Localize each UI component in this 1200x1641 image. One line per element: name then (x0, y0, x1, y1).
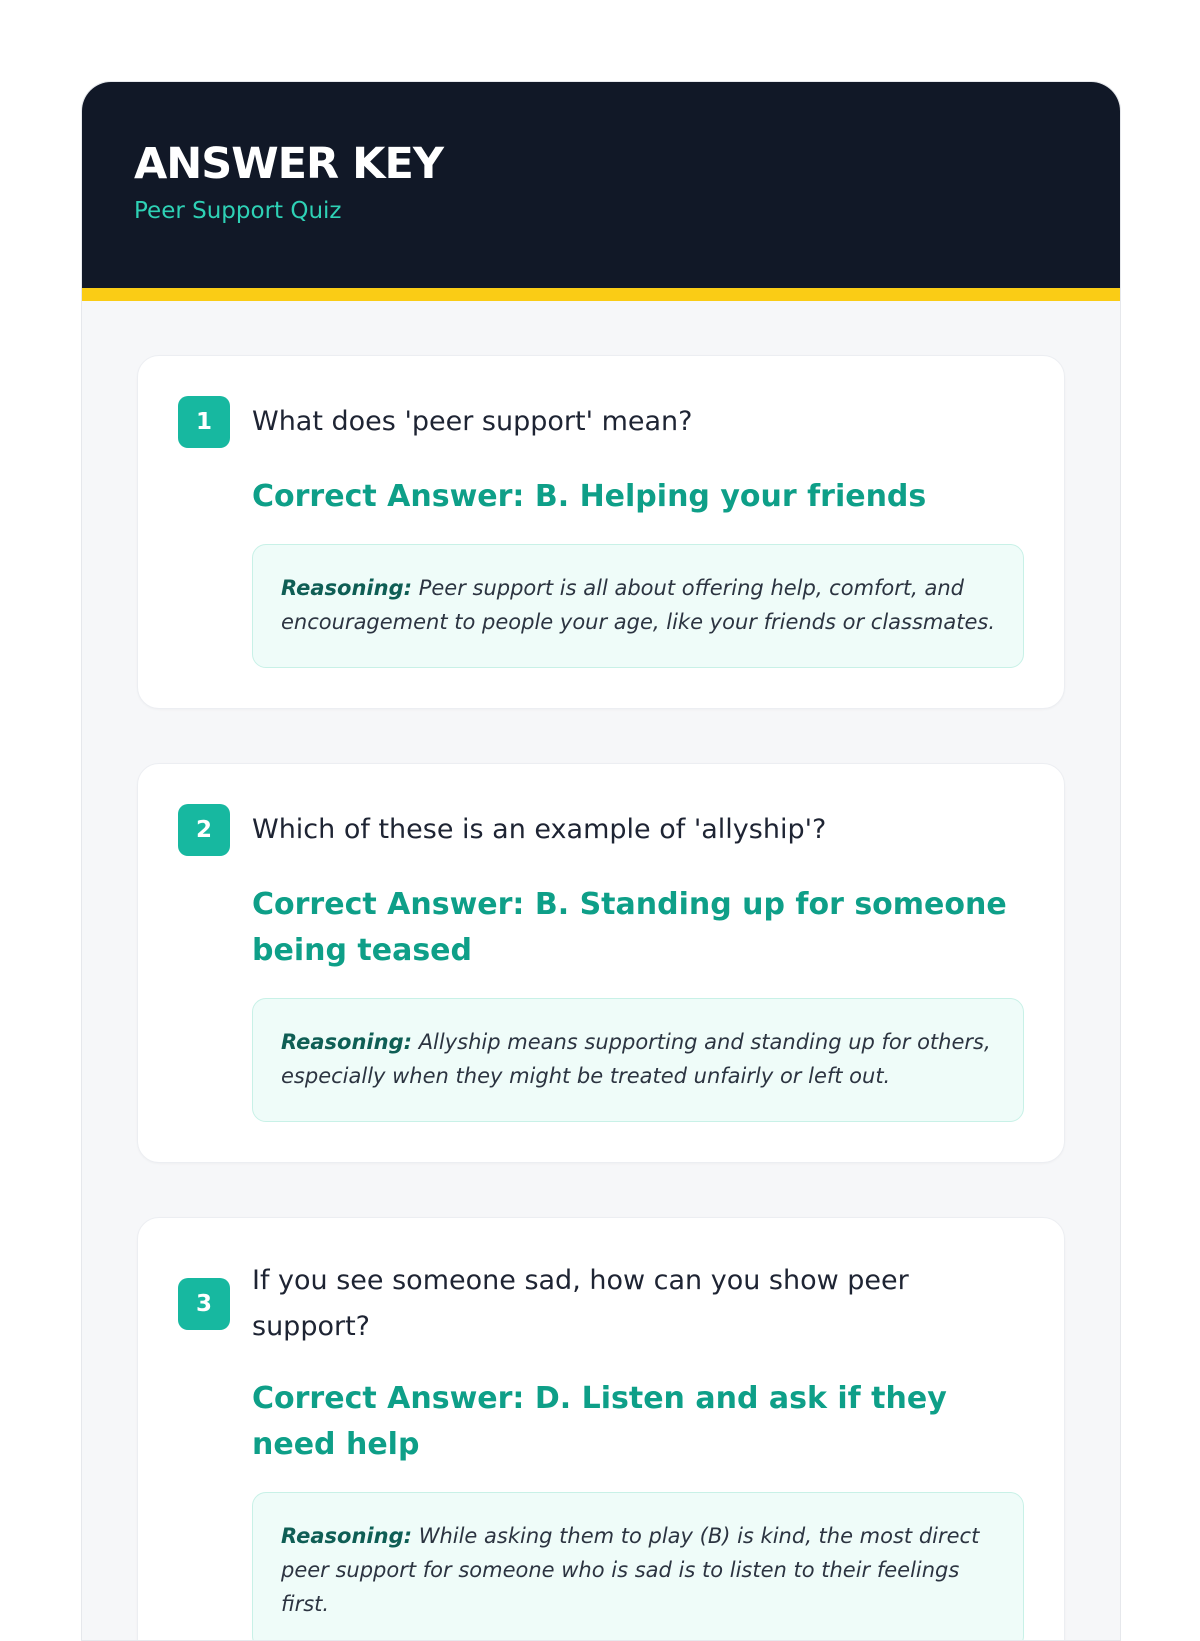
reasoning-box (252, 544, 1024, 668)
question-card-3 (137, 1217, 1065, 1641)
correct-answer: Correct Answer: B. Standing up for someone being teased (252, 887, 1007, 968)
question-text: Which of these is an example of 'allyship'? (252, 814, 827, 845)
reasoning-box (252, 1492, 1024, 1641)
question-row (178, 396, 1024, 448)
page-subtitle: Peer Support Quiz (134, 198, 342, 224)
question-row (178, 1258, 1024, 1350)
question-card-2 (137, 763, 1065, 1163)
question-number-badge: 1 (178, 396, 230, 448)
question-row (178, 804, 1024, 856)
page-title: ANSWER KEY (134, 139, 443, 189)
reasoning-label: Reasoning: (281, 1524, 412, 1548)
answer-key-sheet (81, 81, 1121, 1641)
questions-list (82, 301, 1120, 1641)
question-number-badge: 3 (178, 1278, 230, 1330)
reasoning-label: Reasoning: (281, 576, 412, 600)
header-accent-bar (82, 288, 1120, 301)
reasoning-box (252, 998, 1024, 1122)
question-text: If you see someone sad, how can you show peer support? (252, 1265, 909, 1342)
question-number-badge: 2 (178, 804, 230, 856)
correct-answer: Correct Answer: D. Listen and ask if they need help (252, 1381, 947, 1462)
reasoning-text: Peer support is all about offering help, comfort, and encouragement to people your age, like your friends or classmates. (281, 576, 995, 634)
correct-answer: Correct Answer: B. Helping your friends (252, 479, 927, 514)
question-card-1 (137, 355, 1065, 709)
reasoning-text: While asking them to play (B) is kind, the most direct peer support for someone who is sad is to listen to their feelings first. (281, 1524, 980, 1616)
reasoning-label: Reasoning: (281, 1030, 412, 1054)
header (82, 82, 1120, 288)
question-text: What does 'peer support' mean? (252, 406, 693, 437)
reasoning-text: Allyship means supporting and standing up for others, especially when they might be treated unfairly or left out. (281, 1030, 991, 1088)
